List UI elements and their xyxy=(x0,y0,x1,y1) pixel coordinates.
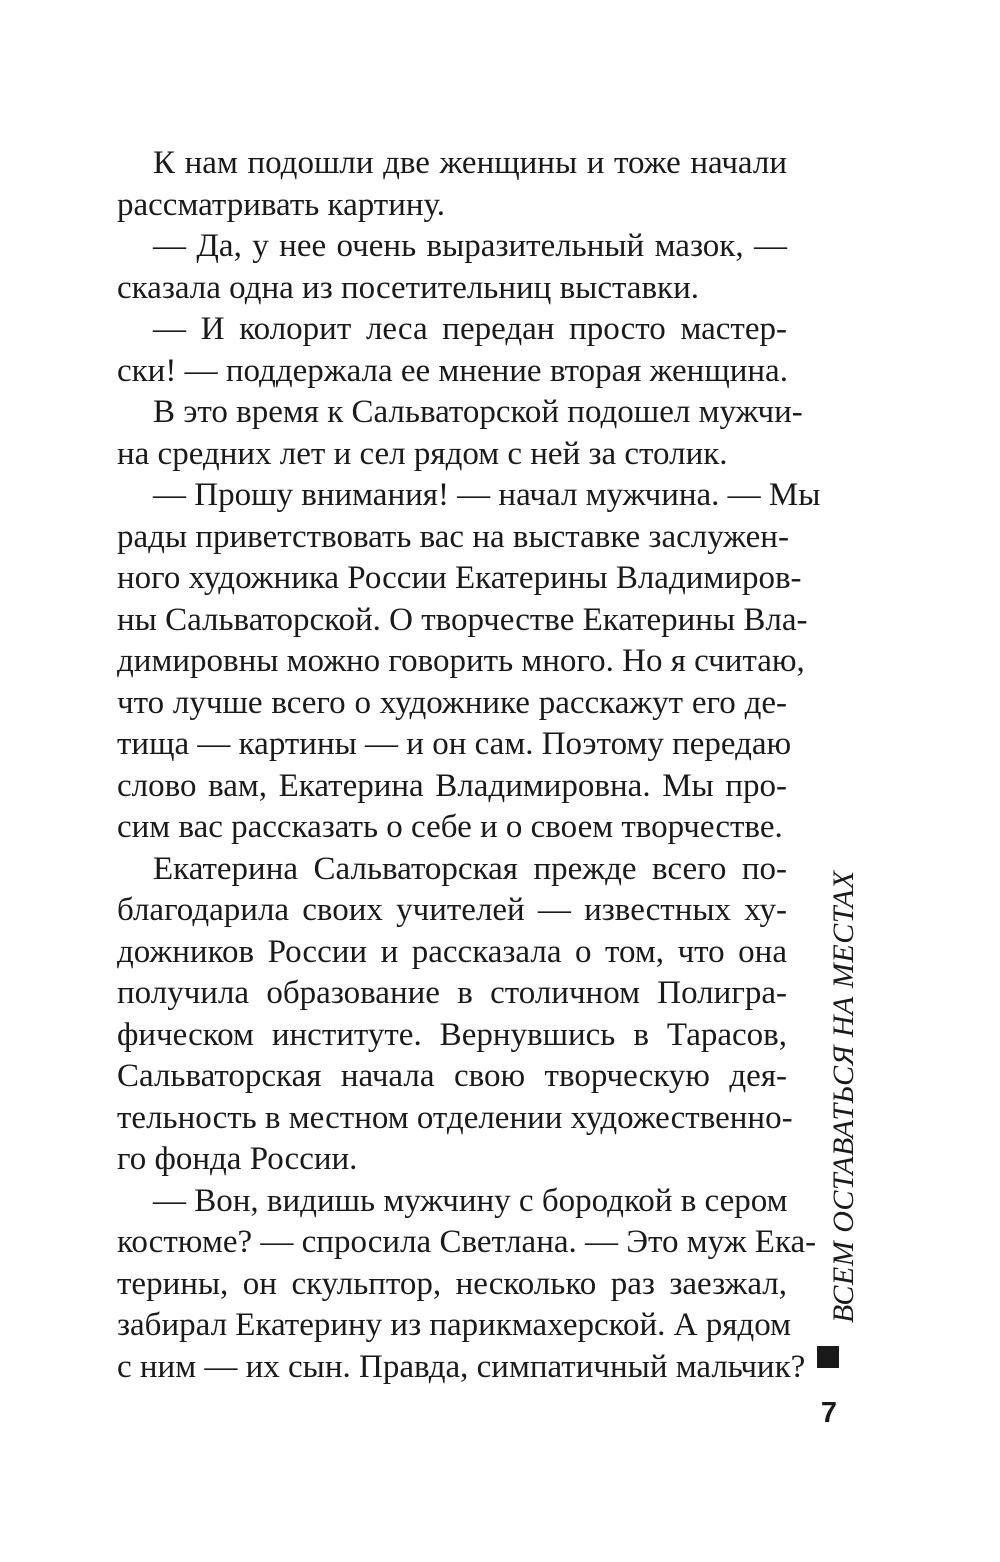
page-number: 7 xyxy=(820,1397,838,1429)
text-line: димировны можно говорить много. Но я считаю, xyxy=(117,643,805,679)
text-line: рассматривать картину. xyxy=(117,186,445,223)
text-line: на средних лет и сел рядом с ней за столик. xyxy=(117,435,728,472)
square-marker-icon xyxy=(817,1346,839,1368)
body-text xyxy=(117,143,821,1388)
text-line: сим вас рассказать о себе и о своем творчестве. xyxy=(117,809,783,845)
text-line: костюме? — спросила Светлана. — Это муж Ека- xyxy=(117,1224,817,1260)
text-line: К нам подошли две женщины и тоже начали xyxy=(153,145,787,181)
text-line: забирал Екатерину из парикмахерской. А рядом xyxy=(117,1307,791,1343)
text-line: ны Сальваторской. О творчестве Екатерины Вла- xyxy=(117,601,808,638)
text-line: дожников России и рассказала о том, что она xyxy=(117,933,787,970)
text-line: — Прошу внимания! — начал мужчина. — Мы xyxy=(153,477,821,513)
text-line: — И колорит леса передан просто мастер- xyxy=(153,311,787,347)
text-line: сказала одна из посетительниц выставки. xyxy=(117,269,699,306)
text-line: что лучше всего о художнике расскажут его де- xyxy=(117,684,787,721)
text-line: тельность в местном отделении художественно- xyxy=(117,1099,793,1136)
text-line: получила образование в столичном Полигра- xyxy=(117,975,787,1011)
text-line: с ним — их сын. Правда, симпатичный мальчик? xyxy=(117,1348,806,1385)
text-line: благодарила своих учителей — известных ху- xyxy=(117,892,787,928)
text-line: слово вам, Екатерина Владимировна. Мы про- xyxy=(117,767,787,804)
text-line: го фонда России. xyxy=(117,1141,358,1177)
text-line: тища — картины — и он сам. Поэтому передаю xyxy=(117,726,792,762)
text-line: — Да, у нее очень выразительный мазок, — xyxy=(153,228,787,264)
text-line: фическом институте. Вернувшись в Тарасов, xyxy=(117,1016,787,1053)
running-head: ВСЕМ ОСТАВАТЬСЯ НА МЕСТАХ xyxy=(827,870,860,1323)
text-line: Екатерина Сальваторская прежде всего по- xyxy=(153,850,787,887)
text-line: ски! — поддержала ее мнение вторая женщина. xyxy=(117,352,788,389)
text-line: терины, он скульптор, несколько раз заезжал, xyxy=(117,1265,787,1302)
text-line: ного художника России Екатерины Владимиров- xyxy=(117,560,802,596)
text-line: рады приветствовать вас на выставке заслужен- xyxy=(117,518,789,555)
text-line: Сальваторская начала свою творческую дея- xyxy=(117,1058,787,1094)
text-line: В это время к Сальваторской подошел мужчи- xyxy=(153,394,803,430)
text-line: — Вон, видишь мужчину с бородкой в сером xyxy=(153,1182,788,1219)
